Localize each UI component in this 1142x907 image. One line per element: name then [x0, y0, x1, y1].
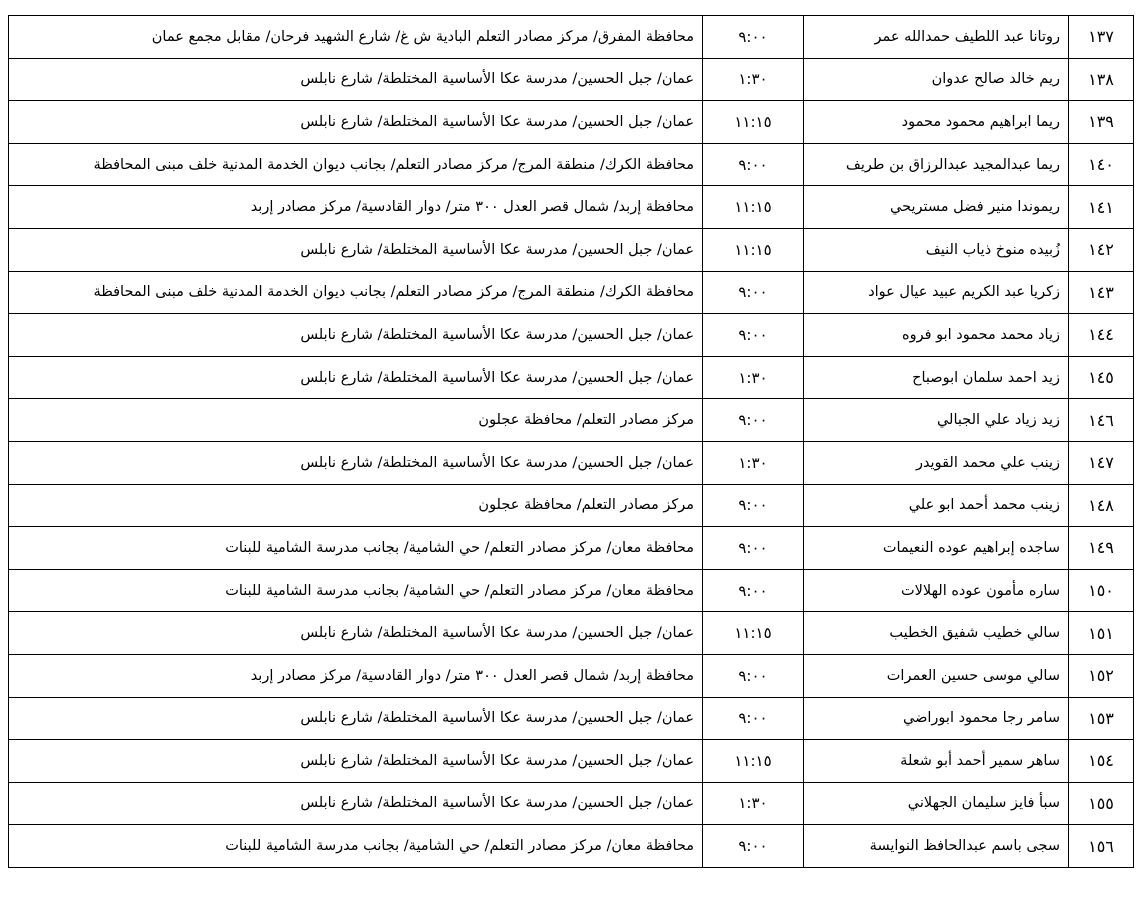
person-name: زينب علي محمد القويدر — [804, 441, 1069, 484]
appointment-time: ٩:٠٠ — [703, 271, 804, 314]
person-name: سبأ فايز سليمان الجهلاني — [804, 782, 1069, 825]
location-address: عمان/ جبل الحسين/ مدرسة عكا الأساسية المختلطة/ شارع نابلس — [9, 441, 703, 484]
row-number: ١٤٨ — [1069, 484, 1134, 527]
location-address: محافظة المفرق/ مركز مصادر التعلم البادية ش غ/ شارع الشهيد فرحان/ مقابل مجمع عمان — [9, 16, 703, 59]
table-row — [9, 654, 1134, 697]
person-name: ريم خالد صالح عدوان — [804, 58, 1069, 101]
row-number: ١٥٤ — [1069, 740, 1134, 783]
row-number: ١٣٧ — [1069, 16, 1134, 59]
location-address: عمان/ جبل الحسين/ مدرسة عكا الأساسية المختلطة/ شارع نابلس — [9, 356, 703, 399]
row-number: ١٤٢ — [1069, 228, 1134, 271]
person-name: زكريا عبد الكريم عبيد عيال عواد — [804, 271, 1069, 314]
table-row — [9, 314, 1134, 357]
location-address: مركز مصادر التعلم/ محافظة عجلون — [9, 399, 703, 442]
table-row — [9, 143, 1134, 186]
appointment-time: ٩:٠٠ — [703, 697, 804, 740]
person-name: روتانا عبد اللطيف حمدالله عمر — [804, 16, 1069, 59]
table-row — [9, 527, 1134, 570]
row-number: ١٥٦ — [1069, 825, 1134, 868]
table-row — [9, 228, 1134, 271]
appointment-time: ١:٣٠ — [703, 441, 804, 484]
location-address: محافظة معان/ مركز مصادر التعلم/ حي الشامية/ بجانب مدرسة الشامية للبنات — [9, 825, 703, 868]
row-number: ١٤٧ — [1069, 441, 1134, 484]
table-row — [9, 58, 1134, 101]
appointment-time: ١:٣٠ — [703, 356, 804, 399]
row-number: ١٤٣ — [1069, 271, 1134, 314]
person-name: ريموندا منير فضل مستريحي — [804, 186, 1069, 229]
appointment-time: ٩:٠٠ — [703, 569, 804, 612]
row-number: ١٤٩ — [1069, 527, 1134, 570]
table-row — [9, 16, 1134, 59]
schedule-sheet — [8, 15, 1134, 868]
person-name: سامر رجا محمود ابوراضي — [804, 697, 1069, 740]
appointment-time: ٩:٠٠ — [703, 484, 804, 527]
table-row — [9, 740, 1134, 783]
schedule-table — [8, 15, 1134, 868]
location-address: عمان/ جبل الحسين/ مدرسة عكا الأساسية المختلطة/ شارع نابلس — [9, 612, 703, 655]
location-address: عمان/ جبل الحسين/ مدرسة عكا الأساسية المختلطة/ شارع نابلس — [9, 101, 703, 144]
table-body — [9, 16, 1134, 868]
person-name: زياد محمد محمود ابو فروه — [804, 314, 1069, 357]
location-address: عمان/ جبل الحسين/ مدرسة عكا الأساسية المختلطة/ شارع نابلس — [9, 228, 703, 271]
person-name: زينب محمد أحمد ابو علي — [804, 484, 1069, 527]
appointment-time: ١١:١٥ — [703, 740, 804, 783]
row-number: ١٣٨ — [1069, 58, 1134, 101]
appointment-time: ٩:٠٠ — [703, 16, 804, 59]
appointment-time: ٩:٠٠ — [703, 654, 804, 697]
appointment-time: ١١:١٥ — [703, 612, 804, 655]
row-number: ١٣٩ — [1069, 101, 1134, 144]
row-number: ١٥٣ — [1069, 697, 1134, 740]
row-number: ١٤٥ — [1069, 356, 1134, 399]
table-row — [9, 186, 1134, 229]
appointment-time: ٩:٠٠ — [703, 143, 804, 186]
table-row — [9, 782, 1134, 825]
table-row — [9, 441, 1134, 484]
person-name: سجى باسم عبدالحافظ النوايسة — [804, 825, 1069, 868]
row-number: ١٤٤ — [1069, 314, 1134, 357]
table-row — [9, 569, 1134, 612]
location-address: محافظة إربد/ شمال قصر العدل ٣٠٠ متر/ دوار القادسية/ مركز مصادر إربد — [9, 654, 703, 697]
person-name: سالي خطيب شفيق الخطيب — [804, 612, 1069, 655]
row-number: ١٥٠ — [1069, 569, 1134, 612]
person-name: ساهر سمير أحمد أبو شعلة — [804, 740, 1069, 783]
table-row — [9, 271, 1134, 314]
location-address: عمان/ جبل الحسين/ مدرسة عكا الأساسية المختلطة/ شارع نابلس — [9, 782, 703, 825]
location-address: عمان/ جبل الحسين/ مدرسة عكا الأساسية المختلطة/ شارع نابلس — [9, 740, 703, 783]
table-row — [9, 697, 1134, 740]
person-name: زيد زياد علي الجبالي — [804, 399, 1069, 442]
row-number: ١٥٢ — [1069, 654, 1134, 697]
row-number: ١٥١ — [1069, 612, 1134, 655]
person-name: سالي موسى حسين العمرات — [804, 654, 1069, 697]
person-name: ساره مأمون عوده الهلالات — [804, 569, 1069, 612]
appointment-time: ١:٣٠ — [703, 58, 804, 101]
appointment-time: ٩:٠٠ — [703, 825, 804, 868]
appointment-time: ١١:١٥ — [703, 101, 804, 144]
location-address: عمان/ جبل الحسين/ مدرسة عكا الأساسية المختلطة/ شارع نابلس — [9, 697, 703, 740]
location-address: محافظة إربد/ شمال قصر العدل ٣٠٠ متر/ دوار القادسية/ مركز مصادر إربد — [9, 186, 703, 229]
row-number: ١٤٦ — [1069, 399, 1134, 442]
person-name: ساجده إبراهيم عوده النعيمات — [804, 527, 1069, 570]
row-number: ١٤٠ — [1069, 143, 1134, 186]
table-row — [9, 484, 1134, 527]
location-address: محافظة الكرك/ منطقة المرج/ مركز مصادر التعلم/ بجانب ديوان الخدمة المدنية خلف مبنى المحافظة — [9, 271, 703, 314]
location-address: محافظة معان/ مركز مصادر التعلم/ حي الشامية/ بجانب مدرسة الشامية للبنات — [9, 527, 703, 570]
table-row — [9, 612, 1134, 655]
table-row — [9, 356, 1134, 399]
row-number: ١٥٥ — [1069, 782, 1134, 825]
location-address: محافظة الكرك/ منطقة المرج/ مركز مصادر التعلم/ بجانب ديوان الخدمة المدنية خلف مبنى المحافظة — [9, 143, 703, 186]
appointment-time: ٩:٠٠ — [703, 399, 804, 442]
appointment-time: ١١:١٥ — [703, 228, 804, 271]
location-address: مركز مصادر التعلم/ محافظة عجلون — [9, 484, 703, 527]
appointment-time: ١١:١٥ — [703, 186, 804, 229]
table-row — [9, 101, 1134, 144]
location-address: عمان/ جبل الحسين/ مدرسة عكا الأساسية المختلطة/ شارع نابلس — [9, 58, 703, 101]
table-row — [9, 399, 1134, 442]
person-name: زُبيده منوخ ذياب النيف — [804, 228, 1069, 271]
location-address: محافظة معان/ مركز مصادر التعلم/ حي الشامية/ بجانب مدرسة الشامية للبنات — [9, 569, 703, 612]
appointment-time: ٩:٠٠ — [703, 527, 804, 570]
person-name: ريما ابراهيم محمود محمود — [804, 101, 1069, 144]
person-name: ريما عبدالمجيد عبدالرزاق بن طريف — [804, 143, 1069, 186]
appointment-time: ١:٣٠ — [703, 782, 804, 825]
table-row — [9, 825, 1134, 868]
location-address: عمان/ جبل الحسين/ مدرسة عكا الأساسية المختلطة/ شارع نابلس — [9, 314, 703, 357]
row-number: ١٤١ — [1069, 186, 1134, 229]
person-name: زيد احمد سلمان ابوصباح — [804, 356, 1069, 399]
appointment-time: ٩:٠٠ — [703, 314, 804, 357]
